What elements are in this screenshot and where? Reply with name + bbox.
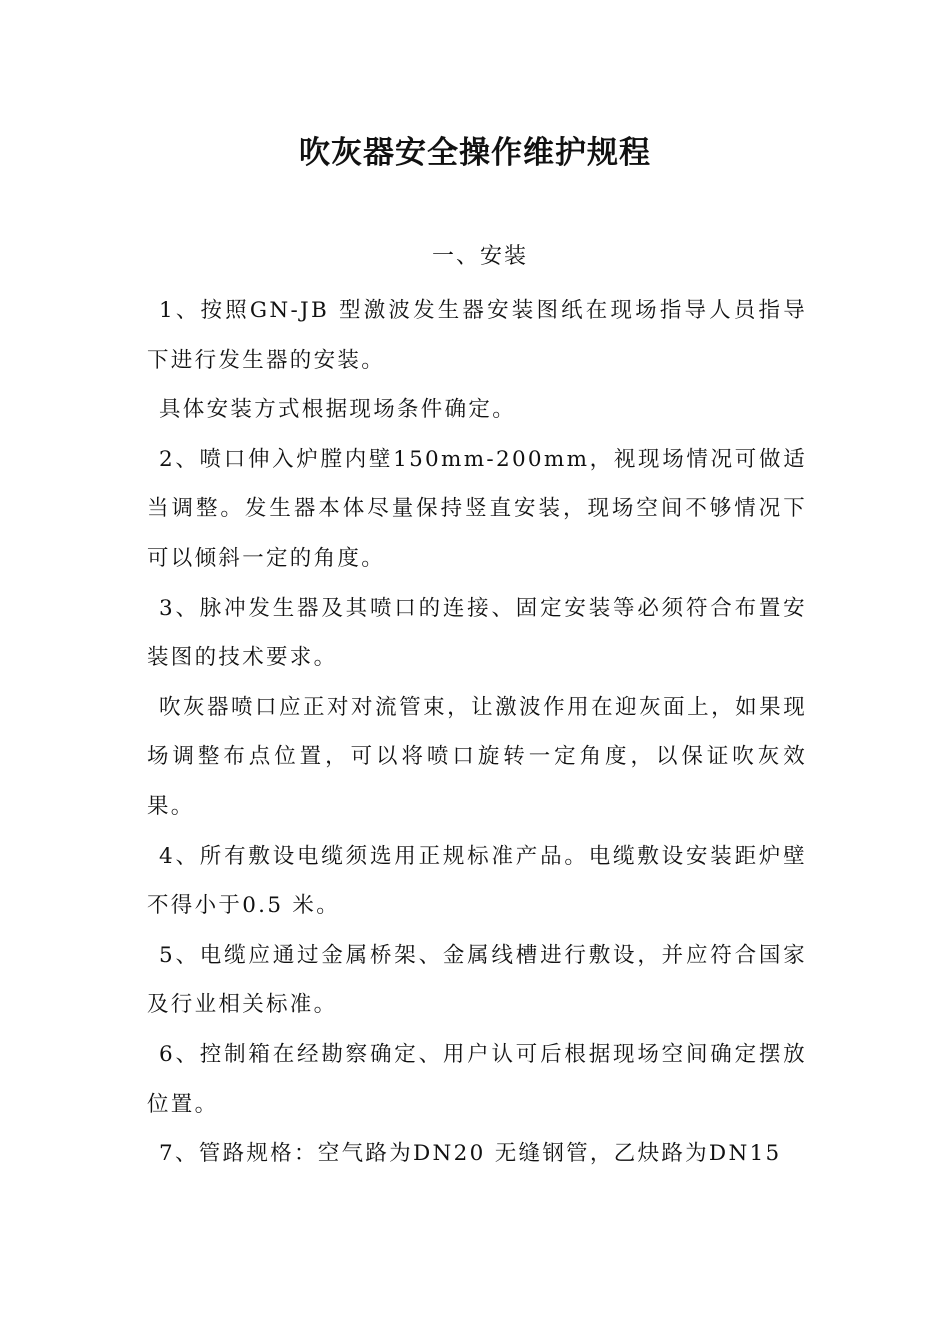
paragraph-step-1: 1、按照GN-JB 型激波发生器安装图纸在现场指导人员指导下进行发生器的安装。 xyxy=(147,298,807,373)
paragraph-step-6: 6、控制箱在经勘察确定、用户认可后根据现场空间确定摆放位置。 xyxy=(147,1041,807,1117)
document-body xyxy=(147,286,807,1179)
paragraph-step-4: 4、所有敷设电缆须选用正规标准产品。电缆敷设安装距炉壁不得小于0.5 米。 xyxy=(147,843,807,919)
paragraph-install-method: 具体安装方式根据现场条件确定。 xyxy=(159,397,517,423)
paragraph-step-7: 7、管路规格：空气路为DN20 无缝钢管，乙炔路为DN15 xyxy=(159,1141,782,1167)
paragraph-step-5: 5、电缆应通过金属桥架、金属线槽进行敷设，并应符合国家及行业相关标准。 xyxy=(147,942,807,1018)
paragraph-step-2: 2、喷口伸入炉膛内壁150mm-200mm，视现场情况可做适当调整。发生器本体尽量保持竖直安装，现场空间不够情况下可以倾斜一定的角度。 xyxy=(147,446,807,571)
paragraph-nozzle-orientation: 吹灰器喷口应正对对流管束，让激波作用在迎灰面上，如果现场调整布点位置，可以将喷口旋转一定角度，以保证吹灰效果。 xyxy=(147,694,807,819)
section-heading-installation: 一、安装 xyxy=(431,244,528,269)
paragraph-step-3: 3、脉冲发生器及其喷口的连接、固定安装等必须符合布置安装图的技术要求。 xyxy=(147,595,807,671)
document-title: 吹灰器安全操作维护规程 xyxy=(299,135,651,171)
